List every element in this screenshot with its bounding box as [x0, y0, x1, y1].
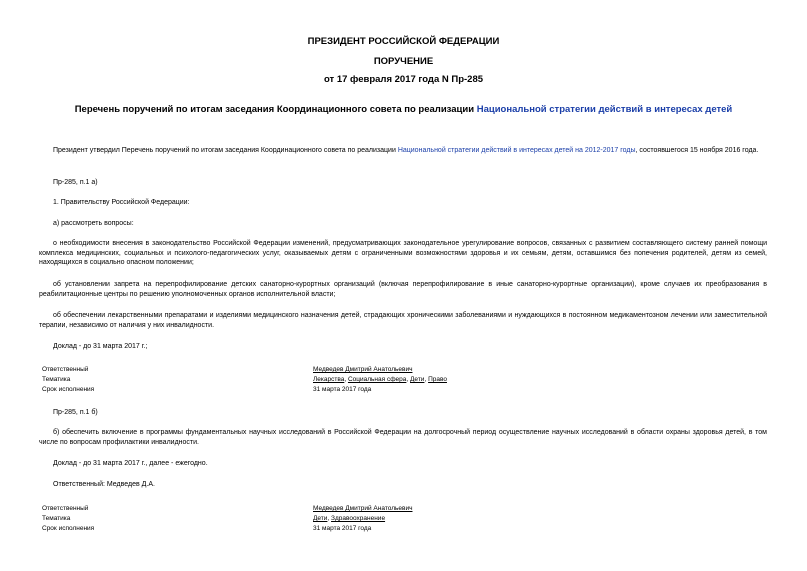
section1-point: 1. Правительству Российской Федерации: [53, 199, 190, 206]
s1-topics: Лекарства, Социальная сфера, Дети, Право [313, 376, 447, 383]
s2-topics: Дети, Здравоохранение [313, 515, 386, 522]
s1-deadline-label: Срок исполнения [42, 386, 95, 393]
doc-type-heading: ПОРУЧЕНИЕ [373, 56, 434, 67]
s1-topic-label: Тематика [42, 376, 71, 383]
section1-report: Доклад - до 31 марта 2017 г.; [53, 343, 148, 350]
section1-ref: Пр-285, п.1 а) [53, 179, 98, 186]
intro-strategy-link[interactable]: Национальной стратегии действий в интересах детей на 2012-2017 годы [397, 147, 636, 154]
s2-responsible-label: Ответственный [42, 505, 89, 512]
s2-responsible-link[interactable]: Медведев Дмитрий Анатольевич [313, 505, 413, 512]
intro-text-2: , состоявшегося 15 ноября 2016 года. [635, 147, 759, 154]
s1-responsible-link[interactable]: Медведев Дмитрий Анатольевич [313, 366, 413, 373]
section1-item-1: о необходимости внесения в законодательство Российской Федерации изменений, предусматривающих законодательное урегулирование вопросов, связанных с развитием составляющего систему ранней помощи комплекса медицинских, социальных и психолого-педагогических услуг, оказываемых детям с ограниченными возможностями здоровья и их семьям, детям, оставшимся без попечения родителей, детям из семей, находящихся в социально опасном положении; [39, 240, 767, 267]
section1-item-2: об установлении запрета на перепрофилирование детских санаторно-курортных организаций (включая перепрофилирование в иные санаторно-курортные организации), кроме случаев их преобразования в реабилитационные центры по решению уполномоченных органов исполнительной власти; [39, 281, 767, 298]
s2-deadline-value: 31 марта 2017 года [313, 525, 372, 532]
title-prefix: Перечень поручений по итогам заседания Координационного совета по реализации [74, 104, 477, 115]
topic-link[interactable]: Дети [313, 515, 328, 522]
topic-link[interactable]: Право [428, 376, 447, 383]
topic-link[interactable]: Лекарства [313, 376, 345, 383]
document-title [0, 104, 807, 115]
title-strategy-link[interactable]: Национальной стратегии действий в интересах детей [476, 104, 733, 115]
s2-topic-label: Тематика [42, 515, 71, 522]
issuer-heading: ПРЕЗИДЕНТ РОССИЙСКОЙ ФЕДЕРАЦИИ [307, 36, 500, 47]
section2-ref: Пр-285, п.1 б) [53, 409, 98, 416]
s1-deadline-value: 31 марта 2017 года [313, 386, 372, 393]
section2-responsible-line: Ответственный: Медведев Д.А. [53, 481, 155, 488]
intro-text-1: Президент утвердил Перечень поручений по итогам заседания Координационного совета по реализации [53, 147, 398, 154]
section2-report: Доклад - до 31 марта 2017 г., далее - ежегодно. [53, 460, 208, 467]
doc-date-heading: от 17 февраля 2017 года N Пр-285 [323, 74, 484, 85]
section1-sub-a: а) рассмотреть вопросы: [53, 220, 134, 227]
intro-paragraph [39, 146, 767, 156]
section2-text: б) обеспечить включение в программы фундаментальных научных исследований в Российской Федерации на долгосрочный период осуществление научных исследований в области охраны здоровья детей, в том числе по вопросам профилактики инвалидности. [39, 429, 767, 446]
s2-deadline-label: Срок исполнения [42, 525, 95, 532]
topic-link[interactable]: Дети [410, 376, 425, 383]
topic-link[interactable]: Социальная сфера [347, 376, 407, 383]
s1-responsible-label: Ответственный [42, 366, 89, 373]
section1-item-3: об обеспечении лекарственными препаратами и изделиями медицинского назначения детей, страдающих хроническими заболеваниями и нуждающихся в постоянном медикаментозном лечении или заместительной терапии, независимо от наличия у них инвалидности. [39, 312, 767, 329]
topic-link[interactable]: Здравоохранение [331, 515, 386, 522]
